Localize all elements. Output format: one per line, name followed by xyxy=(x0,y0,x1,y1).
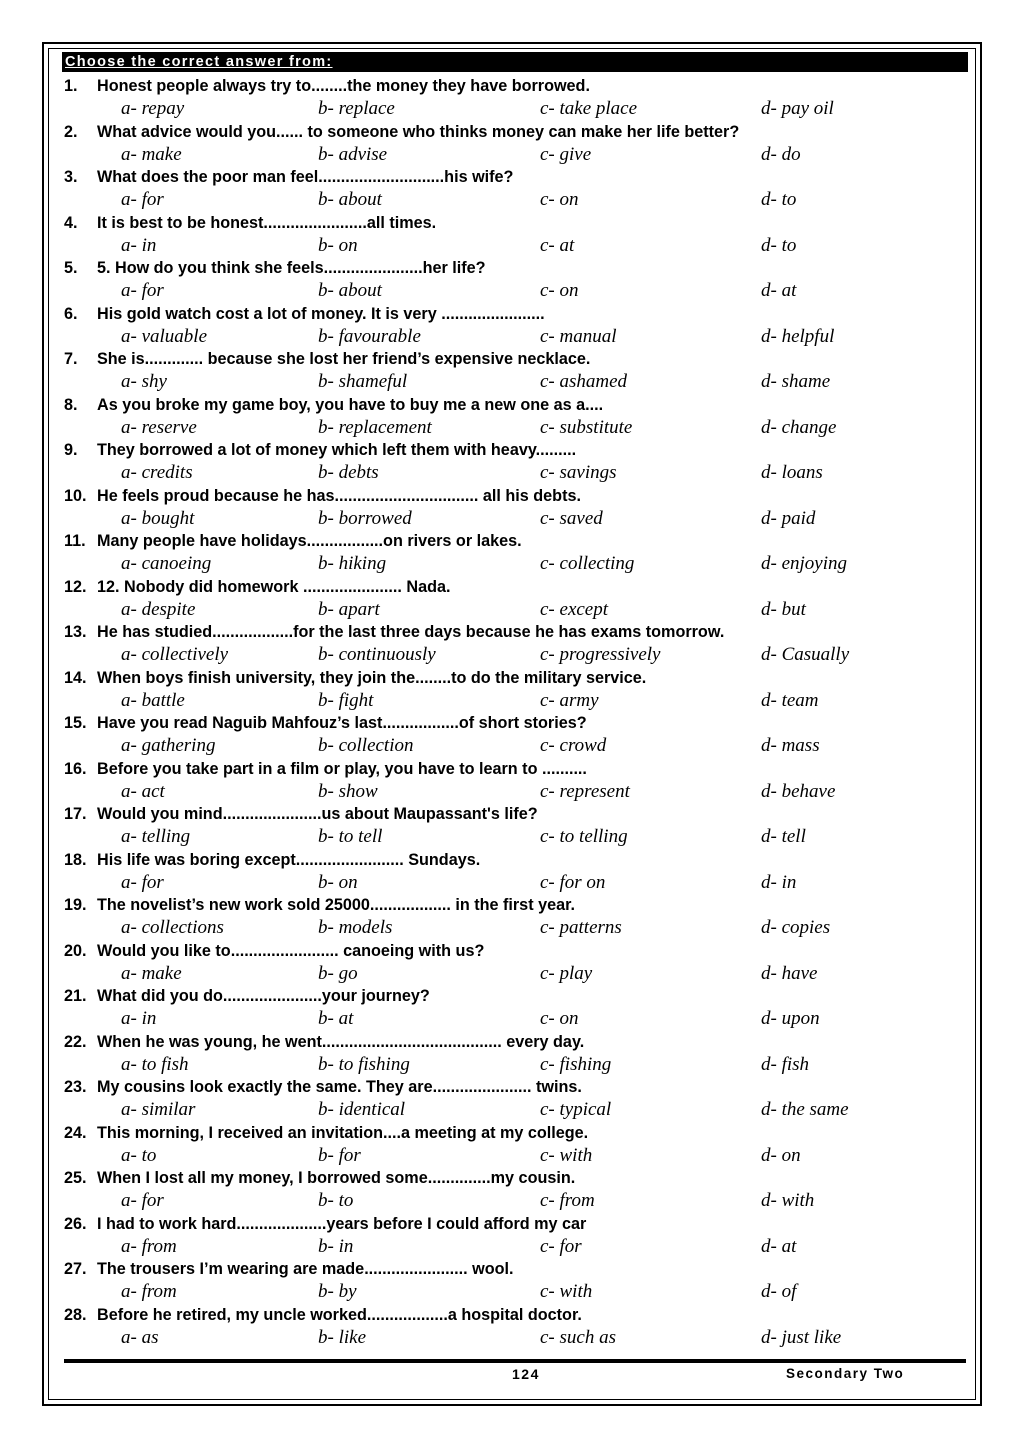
option-b[interactable]: b- models xyxy=(318,917,393,938)
question-text: Would you mind......................us about Maupassant's life? xyxy=(97,805,538,823)
question-line xyxy=(64,1258,514,1280)
question-line xyxy=(64,1122,588,1144)
footer-label: Secondary Two xyxy=(786,1366,905,1381)
option-b[interactable]: b- like xyxy=(318,1326,367,1348)
option-b[interactable]: b- by xyxy=(318,1281,357,1302)
question-text: The novelist’s new work sold 25000.................. in the first year. xyxy=(97,896,575,914)
option-b[interactable]: b- collection xyxy=(318,735,414,756)
question-text: When he was young, he went........................................ every day. xyxy=(97,1032,585,1051)
question-line xyxy=(64,348,590,370)
option-a[interactable]: a- bought xyxy=(121,507,195,529)
question-item xyxy=(64,576,964,622)
question-number: 4. xyxy=(64,213,78,232)
question-item xyxy=(64,348,964,394)
option-a[interactable]: a- collections xyxy=(121,917,224,938)
question-number: 6. xyxy=(64,304,78,323)
instruction-text: Choose the correct answer from: xyxy=(65,54,333,70)
option-d[interactable]: d- in xyxy=(761,871,797,893)
question-item xyxy=(64,303,964,349)
question-text: His life was boring except........................ Sundays. xyxy=(97,850,481,869)
question-number: 12. xyxy=(64,577,87,596)
question-number: 25. xyxy=(64,1169,87,1187)
option-b[interactable]: b- for xyxy=(318,1144,361,1166)
option-a[interactable]: a- make xyxy=(121,962,182,984)
question-text: What advice would you...... to someone who thinks money can make her life better? xyxy=(97,122,740,141)
question-text: Before you take part in a film or play, you have to learn to .......... xyxy=(97,759,587,778)
option-c[interactable]: c- for xyxy=(540,1235,582,1257)
question-line xyxy=(64,985,430,1007)
option-a[interactable]: a- to xyxy=(121,1144,157,1166)
option-a[interactable]: a- in xyxy=(121,234,157,256)
question-text: Would you like to........................ canoeing with us? xyxy=(97,941,485,960)
question-text: I had to work hard....................years before I could afford my car xyxy=(97,1214,587,1233)
question-number: 27. xyxy=(64,1260,87,1278)
option-d[interactable]: d- to xyxy=(761,189,797,210)
option-b[interactable]: b- replacement xyxy=(318,416,432,438)
question-item xyxy=(64,1076,964,1122)
option-d[interactable]: d- enjoying xyxy=(761,553,848,574)
option-a[interactable]: a- for xyxy=(121,871,164,893)
option-b[interactable]: b- favourable xyxy=(318,325,421,347)
option-a[interactable]: a- make xyxy=(121,143,182,165)
option-a[interactable]: a- from xyxy=(121,1235,177,1257)
question-text: It is best to be honest.......................all times. xyxy=(97,213,437,232)
question-item xyxy=(64,1304,964,1350)
option-d[interactable]: d- but xyxy=(761,598,806,620)
option-a[interactable]: a- to fish xyxy=(121,1053,189,1075)
option-b[interactable]: b- apart xyxy=(318,598,380,620)
option-c[interactable]: c- to telling xyxy=(540,826,628,847)
question-line xyxy=(64,1167,575,1189)
question-text: 12. Nobody did homework ...................... Nada. xyxy=(97,577,451,596)
question-line xyxy=(64,894,575,916)
option-d[interactable]: d- tell xyxy=(761,826,806,847)
option-a[interactable]: a- act xyxy=(121,780,165,802)
question-number: 7. xyxy=(64,350,78,368)
option-d[interactable]: d- helpful xyxy=(761,325,835,347)
option-c[interactable]: c- take place xyxy=(540,98,638,119)
option-b[interactable]: b- continuously xyxy=(318,644,436,665)
option-a[interactable]: a- from xyxy=(121,1281,177,1302)
question-number: 2. xyxy=(64,122,78,141)
question-item xyxy=(64,894,964,940)
question-number: 17. xyxy=(64,805,87,823)
option-c[interactable]: c- ashamed xyxy=(540,371,628,392)
option-d[interactable]: d- have xyxy=(761,962,818,984)
option-b[interactable]: b- shameful xyxy=(318,371,408,392)
question-line xyxy=(64,75,590,97)
option-d[interactable]: d- at xyxy=(761,1235,797,1257)
option-a[interactable]: a- collectively xyxy=(121,644,229,665)
question-line xyxy=(64,303,545,325)
option-b[interactable]: b- to xyxy=(318,1190,354,1211)
option-d[interactable]: d- team xyxy=(761,689,819,711)
question-text: What did you do......................your journey? xyxy=(97,987,430,1005)
question-item xyxy=(64,803,964,849)
option-a[interactable]: a- for xyxy=(121,1190,164,1211)
option-c[interactable]: c- on xyxy=(540,280,579,301)
option-a[interactable]: a- shy xyxy=(121,371,167,392)
option-d[interactable]: d- at xyxy=(761,280,797,301)
question-text: When boys finish university, they join the........to do the military service. xyxy=(97,668,647,687)
question-item xyxy=(64,712,964,758)
question-item xyxy=(64,166,964,212)
question-item xyxy=(64,439,964,485)
option-d[interactable]: d- pay oil xyxy=(761,98,834,119)
option-a[interactable]: a- despite xyxy=(121,598,196,620)
option-c[interactable]: c- collecting xyxy=(540,553,635,574)
question-item xyxy=(64,849,964,895)
question-item xyxy=(64,121,964,167)
question-number: 21. xyxy=(64,987,87,1005)
question-line xyxy=(64,394,603,416)
question-number: 16. xyxy=(64,759,87,778)
option-b[interactable]: b- hiking xyxy=(318,553,387,574)
question-text: My cousins look exactly the same. They are...................... twins. xyxy=(97,1078,582,1096)
question-text: 5. How do you think she feels......................her life? xyxy=(97,259,486,277)
question-number: 23. xyxy=(64,1078,87,1096)
question-item xyxy=(64,394,964,440)
option-c[interactable]: c- manual xyxy=(540,325,617,347)
option-b[interactable]: b- about xyxy=(318,280,382,301)
question-text: The trousers I’m wearing are made....................... wool. xyxy=(97,1260,514,1278)
question-number: 8. xyxy=(64,395,78,414)
question-line xyxy=(64,667,646,689)
question-line xyxy=(64,712,587,734)
option-b[interactable]: b- to fishing xyxy=(318,1053,410,1075)
question-number: 9. xyxy=(64,441,78,459)
page-number: 124 xyxy=(512,1366,540,1382)
option-b[interactable]: b- debts xyxy=(318,462,379,483)
option-c[interactable]: c- from xyxy=(540,1190,595,1211)
question-number: 14. xyxy=(64,668,87,687)
option-d[interactable]: d- do xyxy=(761,143,801,165)
question-line xyxy=(64,485,581,507)
question-text: Honest people always try to........the money they have borrowed. xyxy=(97,77,590,95)
option-b[interactable]: b- advise xyxy=(318,143,388,165)
option-d[interactable]: d- to xyxy=(761,234,797,256)
option-d[interactable]: d- behave xyxy=(761,780,836,802)
option-d[interactable]: d- of xyxy=(761,1281,797,1302)
option-c[interactable]: c- progressively xyxy=(540,644,661,665)
question-item xyxy=(64,667,964,713)
option-a[interactable]: a- valuable xyxy=(121,325,208,347)
option-c[interactable]: c- savings xyxy=(540,462,617,483)
option-a[interactable]: a- gathering xyxy=(121,735,216,756)
option-c[interactable]: c- play xyxy=(540,962,593,984)
question-line xyxy=(64,758,587,780)
option-c[interactable]: c- on xyxy=(540,1008,579,1029)
option-c[interactable]: c- substitute xyxy=(540,416,633,438)
question-line xyxy=(64,621,724,643)
option-d[interactable]: d- the same xyxy=(761,1099,849,1120)
option-b[interactable]: b- to tell xyxy=(318,826,383,847)
question-item xyxy=(64,985,964,1031)
option-c[interactable]: c- crowd xyxy=(540,735,607,756)
option-a[interactable]: a- telling xyxy=(121,826,191,847)
question-line xyxy=(64,849,480,871)
option-d[interactable]: d- on xyxy=(761,1144,801,1166)
question-text: He feels proud because he has................................ all his debts. xyxy=(97,486,581,505)
option-b[interactable]: b- identical xyxy=(318,1099,406,1120)
question-number: 26. xyxy=(64,1214,87,1233)
option-a[interactable]: a- for xyxy=(121,189,164,210)
option-b[interactable]: b- show xyxy=(318,780,378,802)
option-b[interactable]: b- about xyxy=(318,189,382,210)
option-b[interactable]: b- in xyxy=(318,1235,354,1257)
question-line xyxy=(64,439,576,461)
question-item xyxy=(64,212,964,258)
question-text: His gold watch cost a lot of money. It is very ....................... xyxy=(97,304,545,323)
question-line xyxy=(64,530,522,552)
question-text: What does the poor man feel............................his wife? xyxy=(97,168,514,186)
option-a[interactable]: a- in xyxy=(121,1008,157,1029)
option-c[interactable]: c- fishing xyxy=(540,1053,612,1075)
question-item xyxy=(64,1258,964,1304)
question-number: 18. xyxy=(64,850,87,869)
option-b[interactable]: b- borrowed xyxy=(318,507,412,529)
option-c[interactable]: c- represent xyxy=(540,780,630,802)
question-line xyxy=(64,940,484,962)
option-d[interactable]: d- Casually xyxy=(761,644,850,665)
option-a[interactable]: a- canoeing xyxy=(121,553,212,574)
option-d[interactable]: d- just like xyxy=(761,1326,842,1348)
question-number: 15. xyxy=(64,714,87,732)
question-number: 19. xyxy=(64,896,87,914)
question-number: 11. xyxy=(64,532,86,550)
option-d[interactable]: d- fish xyxy=(761,1053,810,1075)
option-a[interactable]: a- credits xyxy=(121,462,193,483)
option-c[interactable]: c- patterns xyxy=(540,917,622,938)
option-d[interactable]: d- paid xyxy=(761,507,816,529)
option-c[interactable]: c- army xyxy=(540,689,599,711)
question-text: As you broke my game boy, you have to buy me a new one as a.... xyxy=(97,395,604,414)
question-number: 1. xyxy=(64,77,78,95)
question-line xyxy=(64,576,451,598)
question-text: When I lost all my money, I borrowed some..............my cousin. xyxy=(97,1169,576,1187)
question-text: Have you read Naguib Mahfouz’s last.................of short stories? xyxy=(97,714,587,732)
question-line xyxy=(64,1031,584,1053)
option-a[interactable]: a- similar xyxy=(121,1099,196,1120)
question-text: He has studied..................for the last three days because he has exams tomorrow. xyxy=(97,623,725,641)
option-d[interactable]: d- mass xyxy=(761,735,820,756)
option-c[interactable]: c- such as xyxy=(540,1326,616,1348)
question-text: She is............. because she lost her friend’s expensive necklace. xyxy=(97,350,591,368)
option-d[interactable]: d- copies xyxy=(761,917,831,938)
option-c[interactable]: c- for on xyxy=(540,871,606,893)
question-item xyxy=(64,485,964,531)
option-b[interactable]: b- on xyxy=(318,234,358,256)
option-b[interactable]: b- fight xyxy=(318,689,374,711)
option-d[interactable]: d- shame xyxy=(761,371,831,392)
option-d[interactable]: d- with xyxy=(761,1190,815,1211)
question-line xyxy=(64,1213,586,1235)
question-item xyxy=(64,75,964,121)
question-number: 10. xyxy=(64,486,87,505)
question-item xyxy=(64,940,964,986)
option-a[interactable]: a- for xyxy=(121,280,164,301)
question-number: 3. xyxy=(64,168,78,186)
option-c[interactable]: c- typical xyxy=(540,1099,612,1120)
option-b[interactable]: b- at xyxy=(318,1008,354,1029)
option-c[interactable]: c- saved xyxy=(540,507,603,529)
question-line xyxy=(64,1304,582,1326)
question-item xyxy=(64,1031,964,1077)
question-line xyxy=(64,257,486,279)
option-c[interactable]: c- with xyxy=(540,1281,593,1302)
question-line xyxy=(64,121,739,143)
option-c[interactable]: c- on xyxy=(540,189,579,210)
option-a[interactable]: a- battle xyxy=(121,689,185,711)
question-number: 5. xyxy=(64,259,78,277)
question-line xyxy=(64,803,538,825)
option-d[interactable]: d- change xyxy=(761,416,837,438)
question-number: 13. xyxy=(64,623,87,641)
question-item xyxy=(64,1122,964,1168)
question-item xyxy=(64,530,964,576)
question-line xyxy=(64,1076,582,1098)
question-text: Many people have holidays.................on rivers or lakes. xyxy=(97,532,522,550)
question-number: 28. xyxy=(64,1305,87,1324)
option-d[interactable]: d- upon xyxy=(761,1008,820,1029)
option-a[interactable]: a- as xyxy=(121,1326,159,1348)
option-c[interactable]: c- at xyxy=(540,234,575,256)
option-c[interactable]: c- give xyxy=(540,143,592,165)
option-c[interactable]: c- with xyxy=(540,1144,593,1166)
question-line xyxy=(64,166,513,188)
question-item xyxy=(64,621,964,667)
question-line xyxy=(64,212,436,234)
instruction-header xyxy=(62,52,968,72)
question-item xyxy=(64,758,964,804)
question-item xyxy=(64,257,964,303)
question-number: 22. xyxy=(64,1032,87,1051)
question-text: Before he retired, my uncle worked..................a hospital doctor. xyxy=(97,1305,582,1324)
question-text: This morning, I received an invitation....a meeting at my college. xyxy=(97,1123,589,1142)
option-d[interactable]: d- loans xyxy=(761,462,823,483)
question-number: 20. xyxy=(64,941,87,960)
option-b[interactable]: b- go xyxy=(318,962,358,984)
footer-divider xyxy=(64,1359,966,1363)
question-item xyxy=(64,1167,964,1213)
question-text: They borrowed a lot of money which left them with heavy......... xyxy=(97,441,577,459)
question-item xyxy=(64,1213,964,1259)
option-a[interactable]: a- repay xyxy=(121,98,185,119)
option-b[interactable]: b- replace xyxy=(318,98,395,119)
option-c[interactable]: c- except xyxy=(540,598,609,620)
option-b[interactable]: b- on xyxy=(318,871,358,893)
question-number: 24. xyxy=(64,1123,87,1142)
option-a[interactable]: a- reserve xyxy=(121,416,197,438)
